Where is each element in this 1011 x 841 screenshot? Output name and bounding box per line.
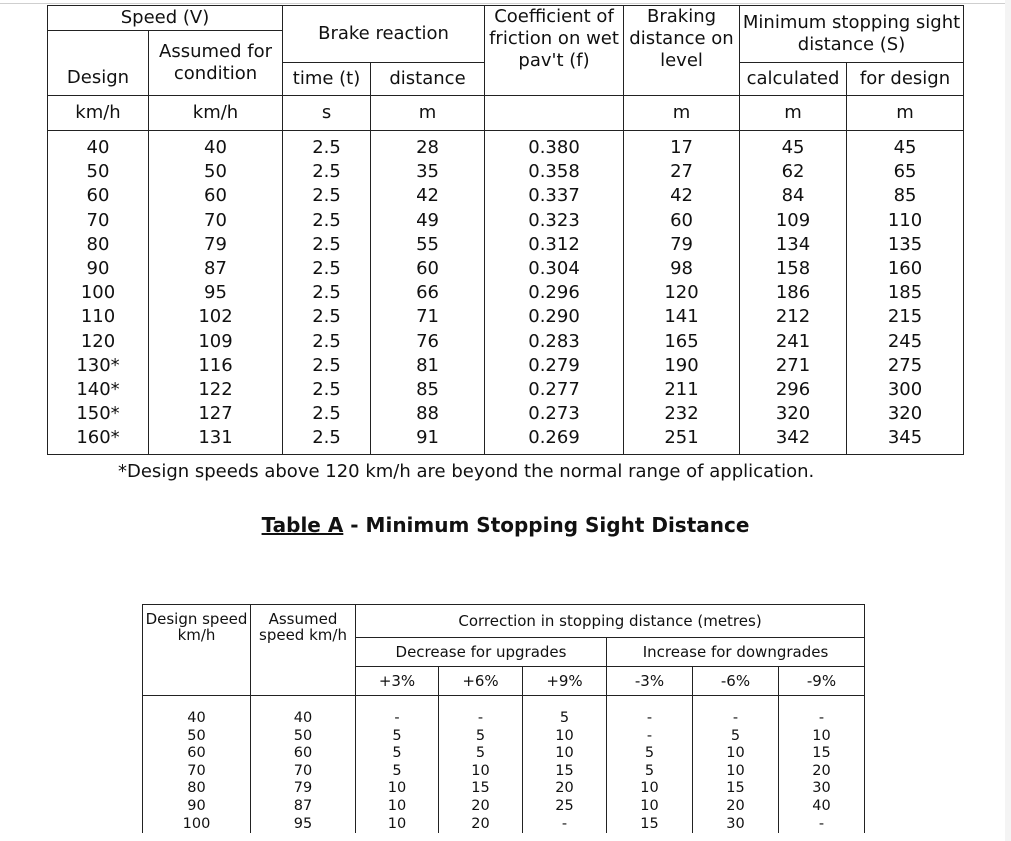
- table-cell: 5: [607, 745, 693, 763]
- table-cell: 165: [624, 330, 740, 354]
- table-cell: 35: [371, 160, 485, 184]
- table-cell: 20: [439, 798, 523, 816]
- table-cell: 0.337: [485, 184, 624, 208]
- table-cell: 241: [740, 330, 847, 354]
- table-row: [48, 184, 964, 208]
- table-cell: 100: [48, 281, 149, 305]
- unit-cell: m: [371, 96, 485, 131]
- table-b-body: [143, 696, 865, 834]
- table-cell: 79: [149, 233, 283, 257]
- table-cell: 45: [740, 131, 847, 161]
- table-cell: 122: [149, 378, 283, 402]
- table-cell: 134: [740, 233, 847, 257]
- table-cell: 2.5: [283, 402, 371, 426]
- caption-label: Table A: [261, 513, 344, 537]
- table-cell: 95: [251, 816, 356, 834]
- table-cell: 0.380: [485, 131, 624, 161]
- table-cell: 131: [149, 426, 283, 454]
- table-cell: 71: [371, 305, 485, 329]
- unit-cell: km/h: [48, 96, 149, 131]
- header-design-speed: Design speed km/h: [143, 605, 251, 696]
- table-cell: 10: [356, 798, 439, 816]
- header-minimum-ssd: Minimum stopping sight distance (S): [740, 6, 964, 63]
- table-cell: 100: [143, 816, 251, 834]
- table-cell: 10: [693, 763, 779, 781]
- table-cell: -: [607, 696, 693, 728]
- table-cell: 271: [740, 354, 847, 378]
- table-cell: -: [523, 816, 607, 834]
- table-cell: 30: [779, 780, 865, 798]
- grade-header: -3%: [607, 667, 693, 696]
- table-cell: 5: [356, 763, 439, 781]
- table-cell: 5: [356, 745, 439, 763]
- header-assumed: Assumed for condition: [149, 31, 283, 96]
- table-cell: 109: [740, 209, 847, 233]
- stopping-sight-distance-table: [47, 5, 964, 455]
- table-cell: 60: [143, 745, 251, 763]
- header-correction: Correction in stopping distance (metres): [356, 605, 865, 638]
- table-cell: 10: [779, 728, 865, 746]
- header-design: Design: [48, 31, 149, 96]
- table-cell: 130*: [48, 354, 149, 378]
- table-cell: 10: [356, 816, 439, 834]
- table-cell: 20: [693, 798, 779, 816]
- grade-header: +9%: [523, 667, 607, 696]
- table-cell: 300: [847, 378, 964, 402]
- table-row: [48, 426, 964, 454]
- table-cell: 79: [624, 233, 740, 257]
- table-cell: 140*: [48, 378, 149, 402]
- table-cell: 70: [149, 209, 283, 233]
- table-row: [48, 305, 964, 329]
- table-cell: 27: [624, 160, 740, 184]
- table-cell: 87: [251, 798, 356, 816]
- table-cell: 25: [523, 798, 607, 816]
- table-cell: 28: [371, 131, 485, 161]
- unit-cell: m: [847, 96, 964, 131]
- table-cell: 186: [740, 281, 847, 305]
- table-cell: 0.312: [485, 233, 624, 257]
- table-cell: 158: [740, 257, 847, 281]
- table-cell: 10: [439, 763, 523, 781]
- table-cell: 98: [624, 257, 740, 281]
- table-cell: -: [779, 696, 865, 728]
- table-cell: -: [356, 696, 439, 728]
- unit-cell: [485, 96, 624, 131]
- table-cell: 0.283: [485, 330, 624, 354]
- header-calculated: calculated: [740, 63, 847, 96]
- table-cell: 10: [356, 780, 439, 798]
- table-cell: 211: [624, 378, 740, 402]
- table-cell: 342: [740, 426, 847, 454]
- table-cell: 90: [48, 257, 149, 281]
- table-row: [48, 233, 964, 257]
- table-cell: 88: [371, 402, 485, 426]
- table-cell: 102: [149, 305, 283, 329]
- table-cell: 320: [847, 402, 964, 426]
- table-row: [143, 798, 865, 816]
- header-coefficient: Coefficient of friction on wet pav't (f): [485, 6, 624, 96]
- table-row: [48, 131, 964, 161]
- table-cell: 15: [779, 745, 865, 763]
- table-cell: 70: [143, 763, 251, 781]
- table-cell: 50: [149, 160, 283, 184]
- table-cell: 0.358: [485, 160, 624, 184]
- table-cell: 245: [847, 330, 964, 354]
- table-cell: 110: [48, 305, 149, 329]
- table-row: [48, 257, 964, 281]
- table-row: [48, 354, 964, 378]
- table-cell: 15: [439, 780, 523, 798]
- table-cell: 85: [847, 184, 964, 208]
- table-cell: 345: [847, 426, 964, 454]
- table-cell: 65: [847, 160, 964, 184]
- table-cell: -: [779, 816, 865, 834]
- table-cell: 0.296: [485, 281, 624, 305]
- table-cell: 40: [143, 696, 251, 728]
- page-top-border: [0, 3, 1011, 4]
- table-cell: 62: [740, 160, 847, 184]
- table-cell: 50: [48, 160, 149, 184]
- table-row: [143, 696, 865, 728]
- table-cell: 17: [624, 131, 740, 161]
- table-cell: 50: [251, 728, 356, 746]
- table-cell: 150*: [48, 402, 149, 426]
- header-assumed-speed: Assumed speed km/h: [251, 605, 356, 696]
- page-right-edge: [1005, 0, 1011, 841]
- table-cell: 60: [371, 257, 485, 281]
- table-cell: 160: [847, 257, 964, 281]
- table-cell: 70: [48, 209, 149, 233]
- table-cell: 120: [624, 281, 740, 305]
- header-decrease-upgrades: Decrease for upgrades: [356, 638, 607, 667]
- table-cell: 91: [371, 426, 485, 454]
- table-cell: 0.290: [485, 305, 624, 329]
- table-cell: 60: [251, 745, 356, 763]
- table-cell: 0.323: [485, 209, 624, 233]
- table-cell: 60: [149, 184, 283, 208]
- table-cell: 76: [371, 330, 485, 354]
- table-cell: 5: [693, 728, 779, 746]
- table-cell: 55: [371, 233, 485, 257]
- table-cell: 40: [149, 131, 283, 161]
- grade-header: +6%: [439, 667, 523, 696]
- table-row: [143, 780, 865, 798]
- table-cell: 40: [48, 131, 149, 161]
- table-cell: 15: [693, 780, 779, 798]
- header-speed: Speed (V): [48, 6, 283, 31]
- table-cell: 10: [607, 780, 693, 798]
- table-row: [48, 402, 964, 426]
- table-cell: 10: [607, 798, 693, 816]
- table-cell: 42: [371, 184, 485, 208]
- table-cell: 40: [779, 798, 865, 816]
- table-cell: 2.5: [283, 233, 371, 257]
- table-cell: 85: [371, 378, 485, 402]
- table-cell: 185: [847, 281, 964, 305]
- table-cell: 80: [48, 233, 149, 257]
- table-cell: 275: [847, 354, 964, 378]
- table-row: [48, 330, 964, 354]
- unit-cell: m: [624, 96, 740, 131]
- table-row: [48, 378, 964, 402]
- table-row: [48, 281, 964, 305]
- table-cell: 135: [847, 233, 964, 257]
- table-cell: 42: [624, 184, 740, 208]
- table-cell: 0.269: [485, 426, 624, 454]
- table-cell: 2.5: [283, 160, 371, 184]
- table-cell: 10: [523, 728, 607, 746]
- grade-header: -6%: [693, 667, 779, 696]
- table-cell: 0.304: [485, 257, 624, 281]
- header-for-design: for design: [847, 63, 964, 96]
- table-cell: 2.5: [283, 131, 371, 161]
- table-cell: 20: [523, 780, 607, 798]
- table-cell: 2.5: [283, 257, 371, 281]
- unit-cell: s: [283, 96, 371, 131]
- caption-title: - Minimum Stopping Sight Distance: [343, 513, 750, 537]
- footnote: *Design speeds above 120 km/h are beyond the normal range of application.: [118, 461, 815, 482]
- table-cell: 109: [149, 330, 283, 354]
- header-distance: distance: [371, 63, 485, 96]
- table-cell: 2.5: [283, 305, 371, 329]
- table-cell: 84: [740, 184, 847, 208]
- table-cell: 2.5: [283, 281, 371, 305]
- table-cell: 2.5: [283, 426, 371, 454]
- table-cell: 15: [523, 763, 607, 781]
- table-row: [143, 745, 865, 763]
- table-cell: 116: [149, 354, 283, 378]
- table-cell: -: [439, 696, 523, 728]
- table-cell: 20: [439, 816, 523, 834]
- table-cell: 10: [693, 745, 779, 763]
- table-cell: 70: [251, 763, 356, 781]
- table-cell: 60: [48, 184, 149, 208]
- table-cell: 2.5: [283, 330, 371, 354]
- table-cell: 120: [48, 330, 149, 354]
- units-row: [48, 96, 964, 131]
- table-cell: 5: [523, 696, 607, 728]
- table-cell: 190: [624, 354, 740, 378]
- table-cell: 232: [624, 402, 740, 426]
- table-cell: 79: [251, 780, 356, 798]
- table-cell: 15: [607, 816, 693, 834]
- table-cell: 30: [693, 816, 779, 834]
- table-cell: 5: [607, 763, 693, 781]
- table-row: [48, 209, 964, 233]
- table-cell: 212: [740, 305, 847, 329]
- table-cell: 2.5: [283, 378, 371, 402]
- table-a-body: [48, 131, 964, 455]
- unit-cell: km/h: [149, 96, 283, 131]
- table-cell: 40: [251, 696, 356, 728]
- table-cell: 90: [143, 798, 251, 816]
- table-cell: 0.277: [485, 378, 624, 402]
- table-cell: 5: [439, 728, 523, 746]
- table-cell: -: [693, 696, 779, 728]
- header-time: time (t): [283, 63, 371, 96]
- table-cell: 50: [143, 728, 251, 746]
- table-cell: 0.279: [485, 354, 624, 378]
- table-row: [48, 160, 964, 184]
- table-cell: 320: [740, 402, 847, 426]
- grade-correction-table: [142, 604, 865, 833]
- header-braking-distance: Braking distance on level: [624, 6, 740, 96]
- table-cell: 10: [523, 745, 607, 763]
- table-cell: 2.5: [283, 184, 371, 208]
- table-cell: 215: [847, 305, 964, 329]
- table-cell: 95: [149, 281, 283, 305]
- table-a-caption: [0, 513, 1011, 537]
- table-cell: 5: [439, 745, 523, 763]
- table-cell: 2.5: [283, 354, 371, 378]
- table-row: [143, 728, 865, 746]
- table-cell: 45: [847, 131, 964, 161]
- table-cell: 296: [740, 378, 847, 402]
- unit-cell: m: [740, 96, 847, 131]
- table-cell: 66: [371, 281, 485, 305]
- grade-header: -9%: [779, 667, 865, 696]
- header-brake-reaction: Brake reaction: [283, 6, 485, 63]
- table-cell: 141: [624, 305, 740, 329]
- table-cell: 20: [779, 763, 865, 781]
- table-row: [143, 816, 865, 834]
- table-cell: 127: [149, 402, 283, 426]
- table-cell: 2.5: [283, 209, 371, 233]
- table-cell: 49: [371, 209, 485, 233]
- table-cell: 60: [624, 209, 740, 233]
- header-increase-downgrades: Increase for downgrades: [607, 638, 865, 667]
- table-cell: 87: [149, 257, 283, 281]
- table-cell: 251: [624, 426, 740, 454]
- table-cell: 0.273: [485, 402, 624, 426]
- table-cell: 81: [371, 354, 485, 378]
- table-row: [143, 763, 865, 781]
- grade-header: +3%: [356, 667, 439, 696]
- table-cell: -: [607, 728, 693, 746]
- table-cell: 80: [143, 780, 251, 798]
- table-cell: 110: [847, 209, 964, 233]
- table-cell: 5: [356, 728, 439, 746]
- table-cell: 160*: [48, 426, 149, 454]
